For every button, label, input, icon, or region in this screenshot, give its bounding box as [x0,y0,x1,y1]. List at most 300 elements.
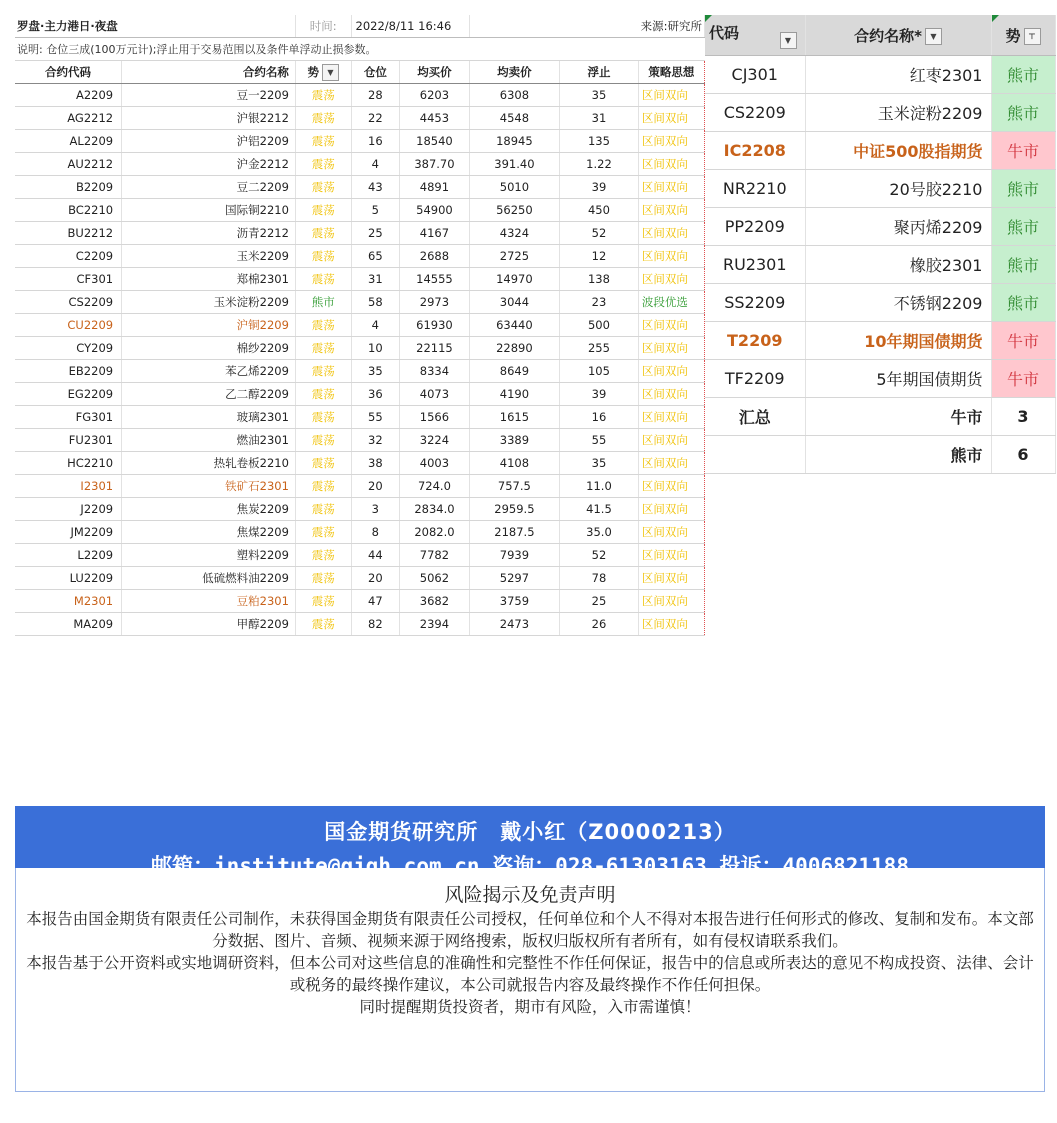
disclaimer-paragraph: 本报告基于公开资料或实地调研资料，但本公司对这些信息的准确性和完整性不作任何保证，报告中的信息或所表达的意见不构成投资、法律、会计或税务的最终操作建议，本公司就报告内容及最终操作不作任何担保。 [26,954,1034,994]
strategy-value: 区间双向 [638,613,704,636]
avg-buy-price: 4003 [400,452,470,475]
strategy-value: 区间双向 [638,498,704,521]
contract-code: CS2209 [15,291,122,314]
position-value: 38 [351,452,400,475]
table-row [15,360,705,383]
filter-dropdown-icon[interactable]: ▼ [322,64,339,81]
header-float-stop: 浮止 [560,61,639,84]
table-row [15,337,705,360]
header-trend[interactable] [295,61,351,84]
disclaimer-paragraph: 本报告由国金期货有限责任公司制作，未获得国金期货有限责任公司授权，任何单位和个人不得对本报告进行任何形式的修改、复制和发布。本文部分数据、图片、音频、视频来源于网络搜索，版权归版权所有者所有，如有侵权请联系我们。 [26,910,1034,950]
contract-name: 10年期国债期货 [805,322,991,360]
avg-sell-price: 2959.5 [469,498,559,521]
disclaimer-title: 风险揭示及免责声明 [444,884,616,906]
trend-value: 震荡 [295,107,351,130]
table-row [15,107,705,130]
contract-name: 焦煤2209 [122,521,296,544]
sort-dropdown-icon[interactable]: ▼ [925,28,942,45]
contract-name: 乙二醇2209 [122,383,296,406]
contract-code: RU2301 [705,246,805,284]
table-row [15,590,705,613]
contract-code: HC2210 [15,452,122,475]
avg-buy-price: 18540 [400,130,470,153]
trend-value: 震荡 [295,452,351,475]
avg-buy-price: 2082.0 [400,521,470,544]
position-value: 65 [351,245,400,268]
header-name-right[interactable] [805,15,991,56]
disclaimer-reminder: 同时提醒期货投资者，期市有风险，入市需谨慎！ [359,998,701,1016]
avg-buy-price: 8334 [400,360,470,383]
contract-name: 铁矿石2301 [122,475,296,498]
avg-sell-price: 757.5 [469,475,559,498]
trend-value: 牛市 [991,132,1055,170]
table-row [705,132,1055,170]
float-stop-value: 23 [560,291,639,314]
position-value: 10 [351,337,400,360]
trend-value: 熊市 [991,246,1055,284]
table-row [15,475,705,498]
table-row [15,222,705,245]
float-stop-value: 41.5 [560,498,639,521]
avg-sell-price: 2187.5 [469,521,559,544]
avg-buy-price: 4167 [400,222,470,245]
contract-code: A2209 [15,84,122,107]
header-trend-right[interactable] [991,15,1055,56]
trend-value: 震荡 [295,544,351,567]
contract-name: 沪银2212 [122,107,296,130]
strategy-value: 区间双向 [638,590,704,613]
position-value: 58 [351,291,400,314]
contract-code: C2209 [15,245,122,268]
avg-buy-price: 4453 [400,107,470,130]
float-stop-value: 35.0 [560,521,639,544]
contract-code: EG2209 [15,383,122,406]
table-row [15,176,705,199]
table-row [705,170,1055,208]
avg-sell-price: 4548 [469,107,559,130]
float-stop-value: 55 [560,429,639,452]
trend-table [705,15,1056,474]
summary-row [705,398,1055,436]
strategy-value: 区间双向 [638,199,704,222]
contract-name: 低硫燃料油2209 [122,567,296,590]
position-value: 35 [351,360,400,383]
float-stop-value: 16 [560,406,639,429]
strategy-value: 区间双向 [638,452,704,475]
avg-sell-price: 5297 [469,567,559,590]
position-value: 4 [351,153,400,176]
contract-name: 苯乙烯2209 [122,360,296,383]
trend-value: 震荡 [295,406,351,429]
contract-code: CS2209 [705,94,805,132]
table-row [15,521,705,544]
time-value: 2022/8/11 16:46 [351,15,469,38]
strategy-value: 区间双向 [638,567,704,590]
contract-name: 燃油2301 [122,429,296,452]
trend-value: 熊市 [991,208,1055,246]
avg-sell-price: 14970 [469,268,559,291]
avg-sell-price: 391.40 [469,153,559,176]
trend-value: 震荡 [295,199,351,222]
float-stop-value: 138 [560,268,639,291]
avg-buy-price: 2394 [400,613,470,636]
note-text: 说明: 仓位三成(100万元计);浮止用于交易范围以及条件单浮动止损参数。 [15,38,705,61]
contract-code: AU2212 [15,153,122,176]
trend-value: 牛市 [991,322,1055,360]
institute-line: 国金期货研究所 戴小红（Z0000213） [324,820,736,844]
summary-row [705,436,1055,474]
avg-buy-price: 7782 [400,544,470,567]
strategy-value: 区间双向 [638,406,704,429]
header-trend-right-label: 势 [1005,26,1021,45]
contract-name: 玉米淀粉2209 [805,94,991,132]
contract-code: FG301 [15,406,122,429]
trend-value: 震荡 [295,429,351,452]
comment-marker-icon [992,15,999,22]
contract-name: 中证500股指期货 [805,132,991,170]
contract-code: TF2209 [705,360,805,398]
avg-buy-price: 2834.0 [400,498,470,521]
contract-name: 郑棉2301 [122,268,296,291]
table-row [705,94,1055,132]
contract-name: 玉米2209 [122,245,296,268]
contract-code: I2301 [15,475,122,498]
contract-code: CY209 [15,337,122,360]
contact-banner [15,806,1045,878]
header-strategy: 策略思想 [638,61,704,84]
table-row [15,406,705,429]
position-value: 8 [351,521,400,544]
trend-value: 震荡 [295,84,351,107]
float-stop-value: 11.0 [560,475,639,498]
contract-name: 棉纱2209 [122,337,296,360]
avg-sell-price: 18945 [469,130,559,153]
contract-code: AL2209 [15,130,122,153]
strategy-value: 区间双向 [638,107,704,130]
avg-buy-price: 54900 [400,199,470,222]
contract-code: NR2210 [705,170,805,208]
contract-code: B2209 [15,176,122,199]
avg-sell-price: 63440 [469,314,559,337]
position-value: 20 [351,567,400,590]
right-header-row [705,15,1055,56]
position-value: 36 [351,383,400,406]
float-stop-value: 450 [560,199,639,222]
contract-code: EB2209 [15,360,122,383]
table-row [15,268,705,291]
header-code: 合约代码 [15,61,122,84]
position-value: 28 [351,84,400,107]
float-stop-value: 26 [560,613,639,636]
avg-sell-price: 4108 [469,452,559,475]
float-stop-value: 39 [560,383,639,406]
meta-row [15,15,705,38]
avg-buy-price: 387.70 [400,153,470,176]
avg-sell-price: 4324 [469,222,559,245]
table-row [15,429,705,452]
contract-code: M2301 [15,590,122,613]
float-stop-value: 52 [560,544,639,567]
position-value: 20 [351,475,400,498]
trend-value: 震荡 [295,475,351,498]
strategy-value: 区间双向 [638,176,704,199]
contract-name: 5年期国债期货 [805,360,991,398]
trend-value: 震荡 [295,360,351,383]
trend-value: 震荡 [295,268,351,291]
contract-code: AG2212 [15,107,122,130]
table-row [15,613,705,636]
header-avg-buy: 均买价 [400,61,470,84]
contract-code: JM2209 [15,521,122,544]
trend-value: 震荡 [295,176,351,199]
avg-buy-price: 6203 [400,84,470,107]
avg-sell-price: 1615 [469,406,559,429]
avg-sell-price: 4190 [469,383,559,406]
contract-name: 红枣2301 [805,56,991,94]
trend-value: 牛市 [991,360,1055,398]
header-position: 仓位 [351,61,400,84]
empty-cell [705,436,805,474]
trend-value: 震荡 [295,130,351,153]
trend-value: 震荡 [295,590,351,613]
avg-buy-price: 2688 [400,245,470,268]
summary-label: 汇总 [705,398,805,436]
table-row [15,452,705,475]
avg-sell-price: 6308 [469,84,559,107]
trend-value: 震荡 [295,383,351,406]
contract-code: BC2210 [15,199,122,222]
trend-value: 震荡 [295,498,351,521]
strategy-value: 区间双向 [638,429,704,452]
strategy-value: 区间双向 [638,544,704,567]
trend-value: 震荡 [295,567,351,590]
strategy-table [15,15,705,636]
contract-code: IC2208 [705,132,805,170]
contract-name: 不锈钢2209 [805,284,991,322]
trend-value: 震荡 [295,314,351,337]
filter-active-icon[interactable]: ⊤ [1024,28,1041,45]
position-value: 82 [351,613,400,636]
avg-buy-price: 3224 [400,429,470,452]
table-row [15,130,705,153]
table-row [15,199,705,222]
float-stop-value: 135 [560,130,639,153]
position-value: 3 [351,498,400,521]
avg-sell-price: 8649 [469,360,559,383]
trend-value: 熊市 [991,94,1055,132]
contract-name: 塑料2209 [122,544,296,567]
summary-bull-label: 牛市 [805,398,991,436]
contract-name: 沥青2212 [122,222,296,245]
float-stop-value: 255 [560,337,639,360]
time-label: 时间: [295,15,351,38]
strategy-value: 区间双向 [638,383,704,406]
strategy-value: 区间双向 [638,521,704,544]
avg-sell-price: 3389 [469,429,559,452]
float-stop-value: 31 [560,107,639,130]
avg-buy-price: 5062 [400,567,470,590]
strategy-value: 区间双向 [638,245,704,268]
strategy-value: 区间双向 [638,84,704,107]
strategy-value: 区间双向 [638,130,704,153]
contract-name: 20号胶2210 [805,170,991,208]
header-code-right-label: 代码 [709,23,740,42]
contract-name: 焦炭2209 [122,498,296,521]
trend-value: 震荡 [295,521,351,544]
avg-buy-price: 1566 [400,406,470,429]
position-value: 22 [351,107,400,130]
position-value: 43 [351,176,400,199]
contract-code: BU2212 [15,222,122,245]
position-value: 16 [351,130,400,153]
strategy-value: 区间双向 [638,314,704,337]
strategy-value: 区间双向 [638,268,704,291]
contract-code: MA209 [15,613,122,636]
trend-value: 震荡 [295,222,351,245]
contract-code: SS2209 [705,284,805,322]
left-header-row [15,61,705,84]
header-name-right-label: 合约名称* [854,26,922,45]
summary-bear-count: 6 [991,436,1055,474]
contract-name: 国际铜2210 [122,199,296,222]
avg-buy-price: 2973 [400,291,470,314]
float-stop-value: 39 [560,176,639,199]
avg-sell-price: 2473 [469,613,559,636]
avg-buy-price: 61930 [400,314,470,337]
avg-sell-price: 22890 [469,337,559,360]
table-row [15,153,705,176]
float-stop-value: 105 [560,360,639,383]
contract-name: 甲醇2209 [122,613,296,636]
avg-buy-price: 14555 [400,268,470,291]
contact-line: 邮箱：institute@gjqh.com.cn 咨询：028-61303163 投诉：4006821188 [151,854,909,878]
contract-name: 玉米淀粉2209 [122,291,296,314]
summary-bear-label: 熊市 [805,436,991,474]
table-row [705,246,1055,284]
summary-bull-count: 3 [991,398,1055,436]
strategy-value: 波段优选 [638,291,704,314]
trend-value: 震荡 [295,245,351,268]
float-stop-value: 78 [560,567,639,590]
disclaimer-box [15,868,1045,1092]
contract-name: 豆一2209 [122,84,296,107]
float-stop-value: 25 [560,590,639,613]
strategy-value: 区间双向 [638,222,704,245]
contract-name: 豆二2209 [122,176,296,199]
contract-code: CJ301 [705,56,805,94]
contract-name: 玻璃2301 [122,406,296,429]
contract-code: T2209 [705,322,805,360]
float-stop-value: 35 [560,452,639,475]
avg-sell-price: 3759 [469,590,559,613]
trend-value: 熊市 [991,170,1055,208]
table-row [705,360,1055,398]
position-value: 25 [351,222,400,245]
strategy-value: 区间双向 [638,153,704,176]
trend-value: 震荡 [295,613,351,636]
table-row [15,291,705,314]
header-avg-sell: 均卖价 [469,61,559,84]
float-stop-value: 500 [560,314,639,337]
contract-name: 沪铜2209 [122,314,296,337]
contract-code: CF301 [15,268,122,291]
contract-name: 沪金2212 [122,153,296,176]
header-code-right[interactable] [705,15,805,56]
position-value: 5 [351,199,400,222]
trend-value: 震荡 [295,153,351,176]
contract-code: PP2209 [705,208,805,246]
float-stop-value: 12 [560,245,639,268]
table-row [705,322,1055,360]
filter-dropdown-icon[interactable]: ▼ [780,32,797,49]
contract-name: 热轧卷板2210 [122,452,296,475]
header-trend-label: 势 [307,64,319,79]
note-row [15,38,705,61]
float-stop-value: 1.22 [560,153,639,176]
position-value: 32 [351,429,400,452]
avg-sell-price: 7939 [469,544,559,567]
header-name: 合约名称 [122,61,296,84]
table-row [705,56,1055,94]
avg-sell-price: 56250 [469,199,559,222]
contract-code: FU2301 [15,429,122,452]
avg-buy-price: 4073 [400,383,470,406]
contract-name: 沪铝2209 [122,130,296,153]
source-label: 来源:研究所 [469,15,704,38]
report-title: 罗盘·主力港日·夜盘 [15,15,295,38]
comment-marker-icon [705,15,712,22]
table-row [705,284,1055,322]
contract-code: L2209 [15,544,122,567]
avg-sell-price: 5010 [469,176,559,199]
contract-name: 橡胶2301 [805,246,991,284]
position-value: 44 [351,544,400,567]
float-stop-value: 52 [560,222,639,245]
table-row [15,245,705,268]
strategy-value: 区间双向 [638,360,704,383]
avg-sell-price: 2725 [469,245,559,268]
avg-buy-price: 3682 [400,590,470,613]
table-row [15,383,705,406]
table-row [15,498,705,521]
avg-buy-price: 4891 [400,176,470,199]
float-stop-value: 35 [560,84,639,107]
contract-code: J2209 [15,498,122,521]
table-row [15,84,705,107]
table-row [705,208,1055,246]
position-value: 47 [351,590,400,613]
strategy-value: 区间双向 [638,475,704,498]
avg-buy-price: 724.0 [400,475,470,498]
table-row [15,314,705,337]
avg-sell-price: 3044 [469,291,559,314]
strategy-value: 区间双向 [638,337,704,360]
trend-value: 熊市 [991,284,1055,322]
position-value: 55 [351,406,400,429]
trend-value: 震荡 [295,337,351,360]
position-value: 31 [351,268,400,291]
table-row [15,567,705,590]
position-value: 4 [351,314,400,337]
trend-value: 熊市 [991,56,1055,94]
contract-code: LU2209 [15,567,122,590]
table-row [15,544,705,567]
contract-name: 豆粕2301 [122,590,296,613]
contract-name: 聚丙烯2209 [805,208,991,246]
avg-buy-price: 22115 [400,337,470,360]
contract-code: CU2209 [15,314,122,337]
trend-value: 熊市 [295,291,351,314]
